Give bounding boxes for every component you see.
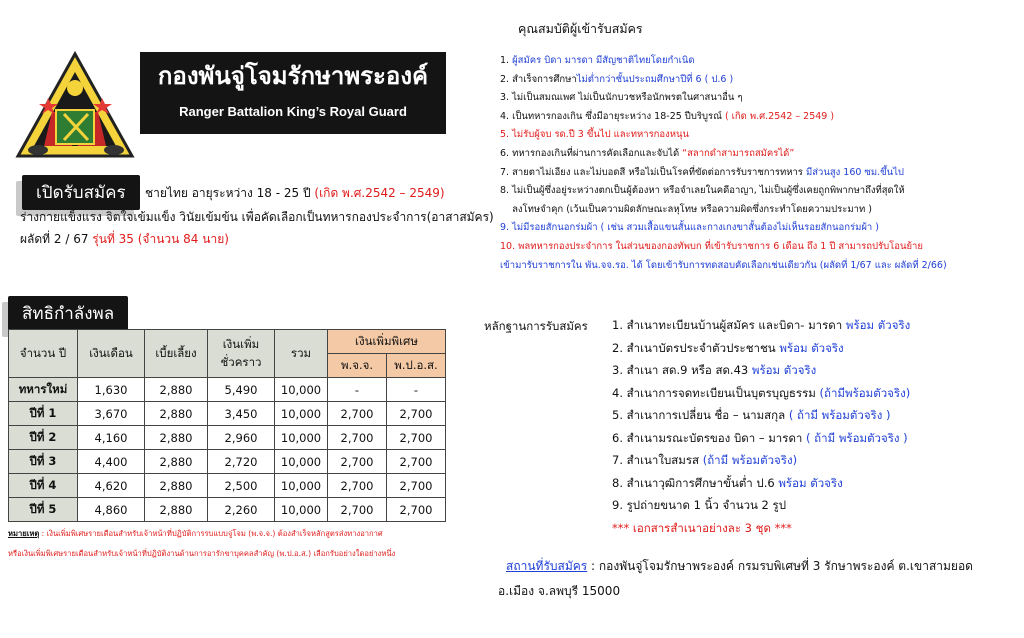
recruit-class: รุ่นที่ 35 (จำนวน 84 นาย) — [92, 232, 229, 246]
emblem-elephant — [28, 145, 48, 155]
list-item: 1. สำเนาทะเบียนบ้านผู้สมัคร และบิดา- มารดา พร้อม ตัวจริง — [612, 318, 911, 332]
cell-ppos: 2,700 — [387, 474, 446, 498]
recruit-badge: เปิดรับสมัคร — [22, 175, 140, 210]
list-item: 9. รูปถ่ายขนาด 1 นิ้ว จำนวน 2 รูป — [612, 498, 786, 512]
cell-allowance: 2,880 — [145, 450, 208, 474]
location-line-1 — [506, 557, 973, 576]
documents-copies: *** เอกสารสำเนาอย่างละ 3 ชุด *** — [612, 520, 792, 535]
cell-total: 10,000 — [275, 426, 328, 450]
cell-extra: 2,260 — [208, 498, 275, 522]
cell-allowance: 2,880 — [145, 426, 208, 450]
cell-extra: 2,500 — [208, 474, 275, 498]
cell-total: 10,000 — [275, 402, 328, 426]
documents-list — [612, 314, 910, 539]
location-label: สถานที่รับสมัคร — [506, 559, 588, 573]
location-address-1: : กองพันจู่โจมรักษาพระองค์ กรมรบพิเศษที่ 3 รักษาพระองค์ ต.เขาสามยอด — [587, 559, 973, 573]
cell-ppos: 2,700 — [387, 402, 446, 426]
row-label: ทหารใหม่ — [9, 378, 78, 402]
page-subtitle: Ranger Battalion King’s Royal Guard — [179, 104, 407, 119]
col-extra-2: ชั่วคราว — [220, 354, 262, 369]
cell-extra: 3,450 — [208, 402, 275, 426]
cell-total: 10,000 — [275, 474, 328, 498]
note-label: หมายเหตุ — [8, 529, 40, 538]
list-item: 2. สำเนาบัตรประจำตัวประชาชน พร้อม ตัวจริง — [612, 340, 844, 355]
cell-pjj: 2,700 — [328, 474, 387, 498]
emblem-garuda — [104, 145, 124, 155]
cell-salary: 4,160 — [78, 426, 145, 450]
cell-pjj: 2,700 — [328, 402, 387, 426]
list-item: 1. ผู้สมัคร บิดา มารดา มีสัญชาติไทยโดยกำเนิด — [500, 55, 695, 66]
col-extra — [208, 330, 275, 378]
list-item: 7. สำเนาใบสมรส (ถ้ามี พร้อมตัวจริง) — [612, 453, 798, 467]
location-line-2: อ.เมือง จ.ลพบุรี 15000 — [498, 584, 621, 598]
cell-salary: 4,400 — [78, 450, 145, 474]
cell-salary: 4,860 — [78, 498, 145, 522]
cell-allowance: 2,880 — [145, 378, 208, 402]
list-item: 6. ทหารกองเกินที่ผ่านการคัดเลือกและจับได้ “สลากดำสามารถสมัครได้” — [500, 147, 795, 159]
cell-pjj: 2,700 — [328, 426, 387, 450]
table-row — [9, 378, 446, 402]
note-text-1: : เงินเพิ่มพิเศษรายเดือนสำหรับเจ้าหน้าที่ปฏิบัติการรบแบบจู่โจม (พ.จ.จ.) ต้องสำเร็จหลักสูตรส่งทางอากาศ — [39, 529, 383, 538]
row-label: ปีที่ 3 — [9, 450, 78, 474]
documents-title: หลักฐานการรับสมัคร — [484, 319, 588, 333]
list-item: ลงโทษจำคุก (เว้นเป็นความผิดลักษณะลหุโทษ หรือความผิดซึ่งกระทำโดยความประมาท ) — [500, 203, 872, 215]
recruit-birth-years: (เกิด พ.ศ.2542 – 2549) — [314, 186, 445, 200]
list-item: 3. สำเนา สด.9 หรือ สด.43 พร้อม ตัวจริง — [612, 363, 817, 377]
list-item: 4. สำเนาการจดทะเบียนเป็นบุตรบุญธรรม (ถ้ามีพร้อมตัวจริง) — [612, 385, 911, 400]
cell-salary: 3,670 — [78, 402, 145, 426]
col-salary: เงินเดือน — [78, 330, 145, 378]
row-label: ปีที่ 1 — [9, 402, 78, 426]
cell-extra: 2,720 — [208, 450, 275, 474]
list-item: 6. สำเนามรณะบัตรของ บิดา – มารดา ( ถ้ามี พร้อมตัวจริง ) — [612, 430, 908, 445]
cell-ppos: 2,700 — [387, 450, 446, 474]
table-row — [9, 402, 446, 426]
ranger-battalion-emblem — [14, 50, 136, 162]
cell-allowance: 2,880 — [145, 474, 208, 498]
list-item: 5. ไม่รับผู้จบ รด.ปี 3 ขึ้นไป และทหารกองหนุน — [500, 129, 690, 141]
cell-pjj: - — [328, 378, 387, 402]
pay-table — [8, 329, 446, 522]
cell-ppos: - — [387, 378, 446, 402]
recruit-line-3 — [20, 230, 229, 249]
list-item: 8. สำเนาวุฒิการศึกษาขั้นต่ำ ป.6 พร้อม ตัวจริง — [612, 475, 843, 490]
row-label: ปีที่ 5 — [9, 498, 78, 522]
cell-salary: 1,630 — [78, 378, 145, 402]
cell-pjj: 2,700 — [328, 450, 387, 474]
recruit-line-2: ร่างกายแข็งแรง จิตใจเข้มแข็ง วินัยเข้มข้น เพื่อคัดเลือกเป็นทหารกองประจำการ(อาสาสมัคร) — [20, 210, 494, 224]
requirements-title: คุณสมบัติผู้เข้ารับสมัคร — [518, 21, 643, 36]
list-item: 2. สำเร็จการศึกษาไม่ต่ำกว่าชั้นประถมศึกษาปีที่ 6 ( ป.6 ) — [500, 73, 734, 85]
cell-ppos: 2,700 — [387, 426, 446, 450]
list-item: 4. เป็นทหารกองเกิน ซึ่งมีอายุระหว่าง 18-25 ปีบริบูรณ์ ( เกิด พ.ศ.2542 – 2549 ) — [500, 110, 835, 122]
table-row — [9, 426, 446, 450]
cell-total: 10,000 — [275, 498, 328, 522]
col-total: รวม — [275, 330, 328, 378]
table-note-2: หรือเงินเพิ่มพิเศษรายเดือนสำหรับเจ้าหน้าที่ปฏิบัติงานด้านการอารักขาบุคคลสำคัญ (พ.ป.อ.ส.) เลือกรับอย่างใดอย่างหนึ่ง — [8, 549, 396, 558]
col-count: จำนวน ปี — [9, 330, 78, 378]
col-bonus-pjj: พ.จ.จ. — [328, 354, 387, 378]
row-label: ปีที่ 2 — [9, 426, 78, 450]
list-item: 3. ไม่เป็นสมณเพศ ไม่เป็นนักบวชหรือนักพรตในศาสนาอื่น ๆ — [500, 92, 743, 104]
page-title: กองพันจู่โจมรักษาพระองค์ — [157, 62, 429, 90]
cell-extra: 2,960 — [208, 426, 275, 450]
cell-allowance: 2,880 — [145, 498, 208, 522]
emblem-crown — [67, 80, 83, 96]
list-item: 9. ไม่มีรอยสักนอกร่มผ้า ( เช่น สวมเสื้อแขนสั้นและกางเกงขาสั้นต้องไม่เห็นรอยสักนอกร่มผ้า ) — [500, 222, 879, 234]
recruit-line-1 — [145, 184, 445, 203]
list-item: 8. ไม่เป็นผู้ซึ่งอยู่ระหว่างตกเป็นผู้ต้องหา หรือจำเลยในคดีอาญา, ไม่เป็นผู้ซึ่งเคยถูกพิพากษาถึงที่สุดให้ — [500, 185, 905, 197]
cell-salary: 4,620 — [78, 474, 145, 498]
list-item: 7. สายตาไม่เอียง และไม่บอดสี หรือไม่เป็นโรคที่ขัดต่อการรับราชการทหาร มีส่วนสูง 160 ซม.ขึ้นไป — [500, 166, 904, 178]
table-row — [9, 474, 446, 498]
list-item: เข้ามารับราชการใน พัน.จจ.รอ. ได้ โดยเข้ารับการทดสอบคัดเลือกเช่นเดียวกัน (ผลัดที่ 1/67 และ ผลัดที่ 2/66) — [500, 259, 947, 271]
cell-allowance: 2,880 — [145, 402, 208, 426]
table-row — [9, 450, 446, 474]
cell-pjj: 2,700 — [328, 498, 387, 522]
col-bonus-ppos: พ.ป.อ.ส. — [387, 354, 446, 378]
table-row — [9, 498, 446, 522]
cell-ppos: 2,700 — [387, 498, 446, 522]
row-label: ปีที่ 4 — [9, 474, 78, 498]
cell-extra: 5,490 — [208, 378, 275, 402]
list-item: 10. พลทหารกองประจำการ ในส่วนของกองทัพบก ที่เข้ารับราชการ 6 เดือน ถึง 1 ปี สามารถปรับโอนย้าย — [500, 240, 923, 252]
recruit-age: ชายไทย อายุระหว่าง 18 - 25 ปี — [145, 186, 315, 200]
requirements-list — [500, 52, 947, 275]
cell-total: 10,000 — [275, 450, 328, 474]
col-allowance: เบี้ยเลี้ยง — [145, 330, 208, 378]
col-bonus: เงินเพิ่มพิเศษ — [328, 330, 446, 354]
col-extra-1: เงินเพิ่ม — [222, 336, 260, 351]
table-note-1 — [8, 528, 383, 540]
recruit-intake: ผลัดที่ 2 / 67 — [20, 232, 93, 246]
list-item: 5. สำเนาการเปลี่ยน ชื่อ – นามสกุล ( ถ้ามี พร้อมตัวจริง ) — [612, 408, 891, 422]
benefits-badge: สิทธิกำลังพล — [8, 296, 128, 331]
cell-total: 10,000 — [275, 378, 328, 402]
